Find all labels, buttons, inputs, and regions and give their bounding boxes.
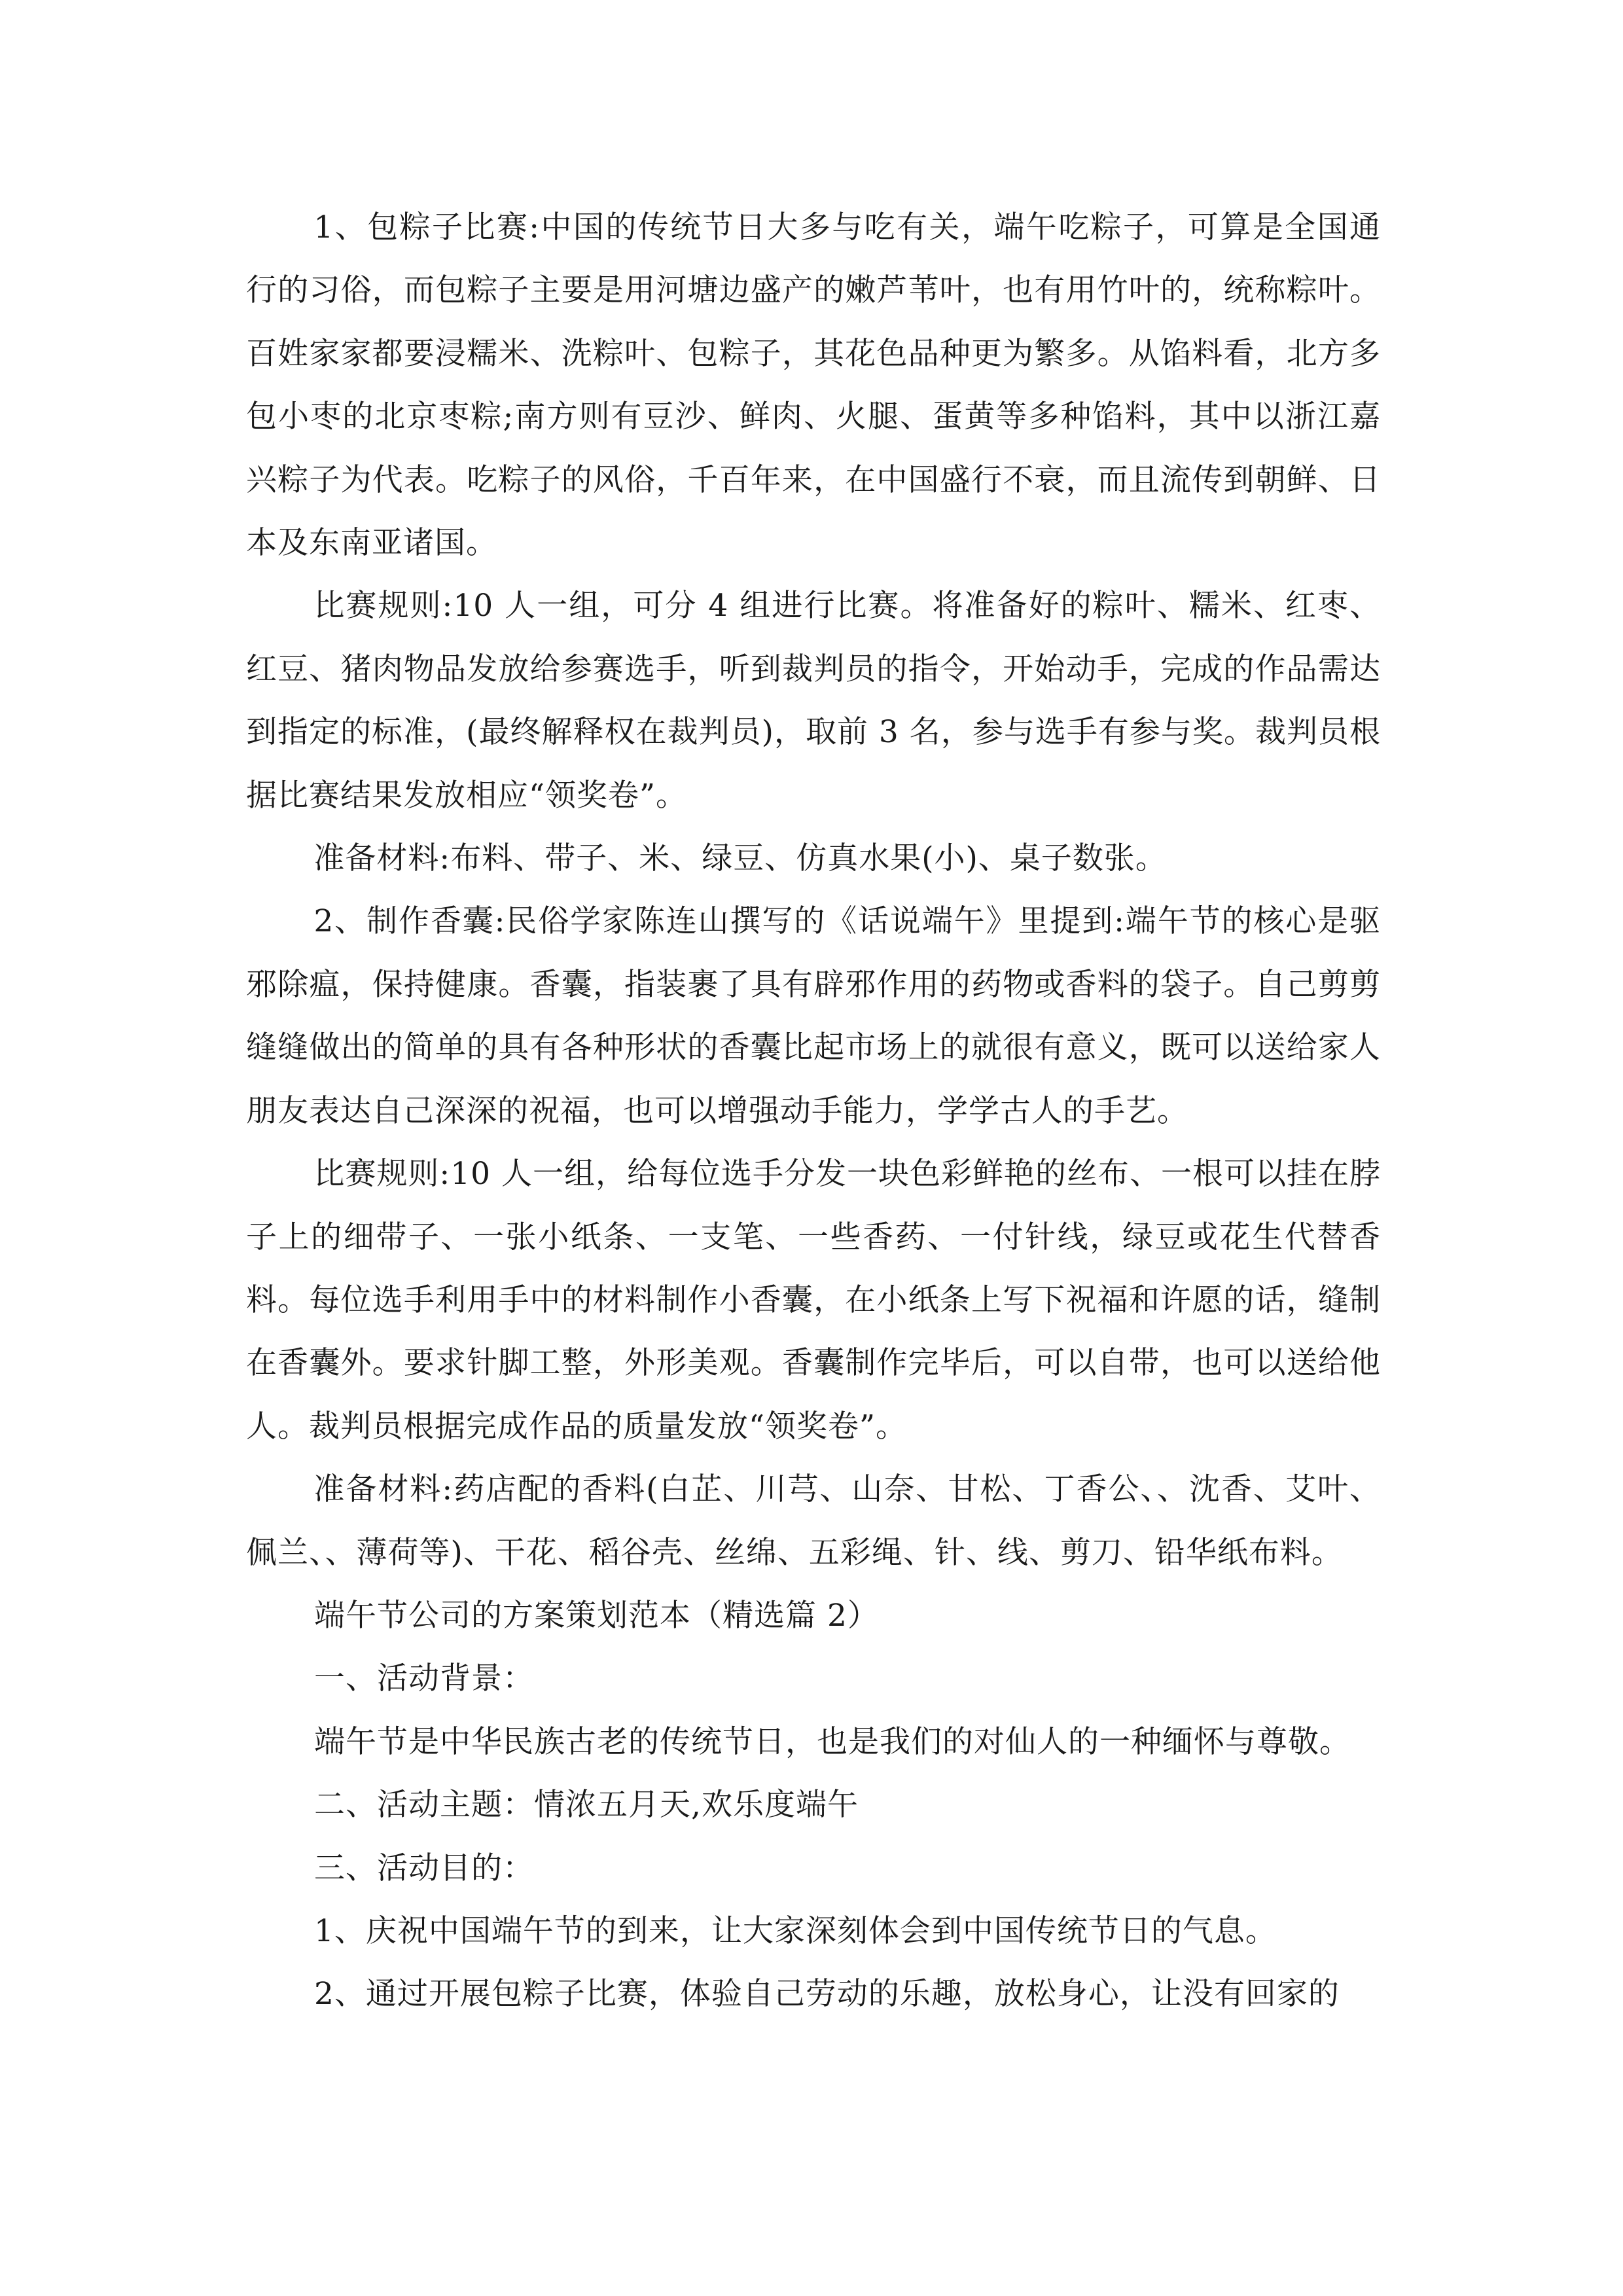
document-body [246, 196, 1381, 2026]
heading-background: 一、活动背景： [314, 1660, 534, 1697]
paragraph-sachet-materials: 准备材料:药店配的香料(白芷、川芎、山奈、甘松、丁香公、、沈香、艾叶、佩兰、、薄荷等)、干花、稻谷壳、丝绵、五彩绳、针、线、剪刀、铅华纸布料。 [246, 1471, 1381, 1571]
section-title: 端午节公司的方案策划范本（精选篇 2） [314, 1597, 879, 1634]
purpose-item-1: 1、庆祝中国端午节的到来，让大家深刻体会到中国传统节日的气息。 [314, 1912, 1277, 1949]
background-text: 端午节是中华民族古老的传统节日，也是我们的对仙人的一种缅怀与尊敬。 [314, 1723, 1351, 1760]
paragraph-sachet-making: 2、制作香囊:民俗学家陈连山撰写的《话说端午》里提到:端午节的核心是驱邪除瘟，保持健康。香囊，指装裹了具有辟邪作用的药物或香料的袋子。自己剪剪缝缝做出的简单的具有各种形状的香囊比起市场上的就很有意义，既可以送给家人朋友表达自己深深的祝福，也可以增强动手能力，学学古人的手艺。 [246, 903, 1381, 1129]
heading-theme: 二、活动主题：情浓五月天,欢乐度端午 [314, 1787, 859, 1823]
paragraph-sachet-rules: 比赛规则:10 人一组，给每位选手分发一块色彩鲜艳的丝布、一根可以挂在脖子上的细带子、一张小纸条、一支笔、一些香药、一付针线，绿豆或花生代替香料。每位选手利用手中的材料制作小香囊，在小纸条上写下祝福和许愿的话，缝制在香囊外。要求针脚工整，外形美观。香囊制作完毕后，可以自带，也可以送给他人。裁判员根据完成作品的质量发放“领奖卷”。 [246, 1156, 1381, 1444]
paragraph-zongzi-contest: 1、包粽子比赛:中国的传统节日大多与吃有关，端午吃粽子，可算是全国通行的习俗，而包粽子主要是用河塘边盛产的嫩芦苇叶，也有用竹叶的，统称粽叶。百姓家家都要浸糯米、洗粽叶、包粽子，其花色品种更为繁多。从馅料看，北方多包小枣的北京枣粽;南方则有豆沙、鲜肉、火腿、蛋黄等多种馅料，其中以浙江嘉兴粽子为代表。吃粽子的风俗，千百年来，在中国盛行不衰，而且流传到朝鲜、日本及东南亚诸国。 [246, 209, 1381, 562]
heading-purpose: 三、活动目的： [314, 1850, 534, 1886]
paragraph-zongzi-rules: 比赛规则:10 人一组，可分 4 组进行比赛。将准备好的粽叶、糯米、红枣、红豆、猪肉物品发放给参赛选手，听到裁判员的指令，开始动手，完成的作品需达到指定的标准，(最终解释权在裁判员)，取前 3 名，参与选手有参与奖。裁判员根据比赛结果发放相应“领奖卷”。 [246, 588, 1381, 814]
paragraph-zongzi-materials: 准备材料:布料、带子、米、绿豆、仿真水果(小)、桌子数张。 [313, 840, 1167, 877]
purpose-item-2: 2、通过开展包粽子比赛，体验自己劳动的乐趣，放松身心，让没有回家的 [314, 1976, 1340, 2013]
